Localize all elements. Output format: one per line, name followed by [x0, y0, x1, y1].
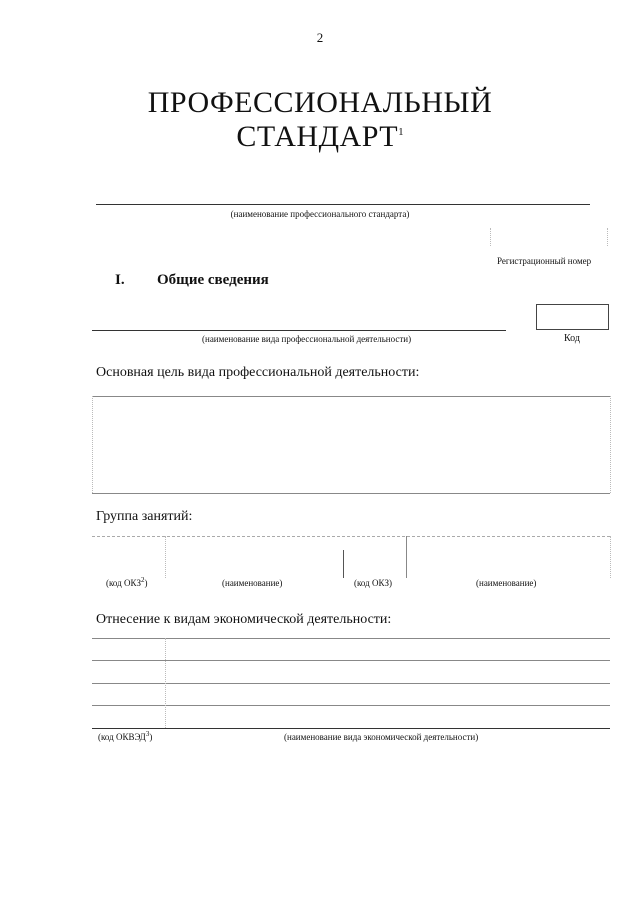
title-footnote-mark: 1 [398, 126, 404, 138]
standard-name-line[interactable] [96, 204, 590, 205]
occupation-group-label: Группа занятий: [96, 509, 193, 524]
code-box[interactable] [536, 304, 609, 330]
economic-activity-label: Отнесение к видам экономической деятельности: [96, 612, 392, 627]
occupation-group-table[interactable] [92, 537, 610, 577]
main-goal-box-right [610, 396, 611, 493]
registration-number-label: Регистрационный номер [497, 256, 592, 266]
economic-activity-name-caption: (наименование вида экономической деятельности) [284, 732, 479, 742]
page-number: 2 [316, 30, 324, 45]
occupation-name-caption-2: (наименование) [476, 578, 537, 588]
standard-name-caption: (наименование профессионального стандарта) [230, 209, 410, 219]
activity-type-caption: (наименование вида профессиональной деятельности) [202, 334, 412, 344]
okz-code-caption-1: (код ОКЗ$^2$) [106, 576, 148, 588]
code-label: Код [564, 333, 580, 344]
document-title-line2 [0, 120, 640, 154]
main-goal-box-bottom [92, 493, 610, 494]
document-title-text: СТАНДАРТ [236, 120, 399, 153]
economic-table-row-line-5 [92, 728, 610, 729]
document-title-line1: ПРОФЕССИОНАЛЬНЫЙ [147, 86, 493, 119]
okz-code-caption-2: (код ОКЗ) [354, 578, 392, 588]
section-number: I. [115, 272, 125, 288]
main-goal-text-area[interactable] [92, 397, 610, 492]
okved-code-caption: (код ОКВЭД$^3$) [98, 730, 153, 742]
activity-type-line[interactable] [92, 330, 506, 331]
registration-box-left-edge [490, 228, 491, 246]
main-goal-label: Основная цель вида профессиональной деятельности: [96, 365, 420, 380]
occupation-name-caption-1: (наименование) [222, 578, 283, 588]
occupation-group-box-right [610, 536, 611, 578]
registration-box-right-edge [607, 228, 608, 246]
economic-activity-table[interactable] [92, 639, 610, 727]
section-title: Общие сведения [157, 272, 269, 288]
